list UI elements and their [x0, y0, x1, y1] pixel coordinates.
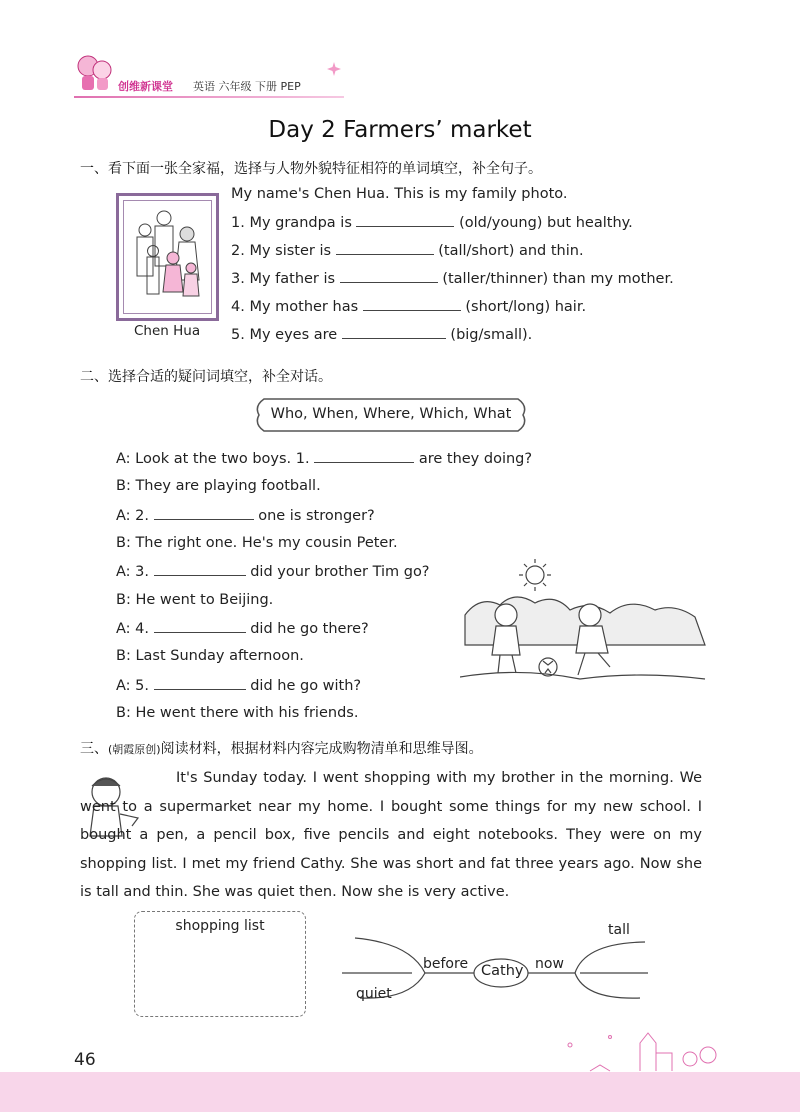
q3-answer-blank[interactable]	[340, 270, 438, 283]
dialog-7-prompt: A: 4.	[116, 621, 149, 637]
q1-answer-blank[interactable]	[356, 214, 454, 227]
q1-options: (old/young) but healthy.	[459, 215, 633, 231]
mindmap-center: Cathy	[481, 963, 524, 979]
q4-answer-blank[interactable]	[363, 298, 461, 311]
page-title: Day 2 Farmers’ market	[268, 117, 532, 143]
section3-number: 三、	[80, 741, 108, 757]
q3-line	[231, 270, 674, 287]
shopping-list-label: shopping list	[175, 918, 265, 934]
q3-options: (taller/thinner) than my mother.	[442, 271, 674, 287]
dialog-9-blank[interactable]	[154, 677, 246, 690]
sparkle-icon	[326, 62, 342, 76]
section3-tag: (朝霞原创)	[108, 743, 161, 756]
q2-options: (tall/short) and thin.	[438, 243, 584, 259]
dialog-5-rest: did your brother Tim go?	[250, 564, 430, 580]
reading-passage	[80, 764, 702, 907]
q4-prompt: 4. My mother has	[231, 299, 359, 315]
dialog-7-rest: did he go there?	[250, 621, 369, 637]
section1-heading: 一、看下面一张全家福，选择与人物外貌特征相符的单词填空，补全句子。	[80, 161, 542, 177]
q2-answer-blank[interactable]	[336, 242, 434, 255]
football-boys-illustration	[460, 555, 710, 690]
header-brand: 创维新课堂	[118, 80, 173, 93]
dialog-3-prompt: A: 2.	[116, 508, 149, 524]
mindmap-before-label: before	[423, 956, 469, 972]
dialog-line-6: B: He went to Beijing.	[116, 592, 274, 608]
dialog-3-blank[interactable]	[154, 507, 254, 520]
dialog-line-1	[116, 450, 532, 467]
dialog-9-prompt: A: 5.	[116, 678, 149, 694]
section3-instruction: 阅读材料，根据材料内容完成购物清单和思维导图。	[160, 741, 483, 757]
dialog-9-rest: did he go with?	[250, 678, 362, 694]
header-divider	[74, 96, 344, 98]
q5-line	[231, 326, 532, 343]
photo-caption: Chen Hua	[134, 323, 201, 339]
mindmap-tall-label: tall	[608, 922, 630, 938]
q3-prompt: 3. My father is	[231, 271, 336, 287]
q1-prompt: 1. My grandpa is	[231, 215, 352, 231]
q5-options: (big/small).	[450, 327, 533, 343]
q2-line	[231, 242, 584, 259]
castle-decoration-icon	[550, 1025, 720, 1075]
q4-options: (short/long) hair.	[465, 299, 587, 315]
q5-prompt: 5. My eyes are	[231, 327, 338, 343]
family-photo	[116, 193, 219, 321]
dialog-line-9	[116, 677, 361, 694]
page-number: 46	[74, 1050, 96, 1070]
dialog-line-7	[116, 620, 369, 637]
dialog-7-blank[interactable]	[154, 620, 246, 633]
q4-line	[231, 298, 586, 315]
word-box: Who, When, Where, Which, What	[270, 406, 512, 422]
dialog-3-rest: one is stronger?	[258, 508, 375, 524]
mindmap-now-label: now	[535, 956, 564, 972]
dialog-5-blank[interactable]	[154, 563, 246, 576]
mindmap-quiet-label: quiet	[356, 986, 392, 1002]
family-people-icon	[119, 196, 216, 318]
dialog-line-10: B: He went there with his friends.	[116, 705, 359, 721]
q1-line	[231, 214, 633, 231]
dialog-1-prompt: A: Look at the two boys. 1.	[116, 451, 310, 467]
header-cartoon-icon	[70, 50, 120, 98]
section1-intro: My name's Chen Hua. This is my family photo.	[231, 186, 568, 202]
footer-band	[0, 1072, 800, 1112]
header-subject: 英语 六年级 下册 PEP	[193, 80, 301, 93]
dialog-line-8: B: Last Sunday afternoon.	[116, 648, 304, 664]
dialog-5-prompt: A: 3.	[116, 564, 149, 580]
dialog-1-blank[interactable]	[314, 450, 414, 463]
dialog-line-3	[116, 507, 375, 524]
q5-answer-blank[interactable]	[342, 326, 446, 339]
q2-prompt: 2. My sister is	[231, 243, 332, 259]
dialog-line-5	[116, 563, 430, 580]
dialog-line-4: B: The right one. He's my cousin Peter.	[116, 535, 398, 551]
section3-heading	[80, 738, 483, 758]
dialog-line-2: B: They are playing football.	[116, 478, 321, 494]
section2-heading: 二、选择合适的疑问词填空，补全对话。	[80, 369, 332, 385]
shopping-list-box[interactable]	[134, 911, 306, 1017]
dialog-1-rest: are they doing?	[418, 451, 533, 467]
passage-text: It's Sunday today. I went shopping with my brother in the morning. We went to a supermarket near my home. I bought some things for my new school. I bought a pen, a pencil box, five pencils and eight notebooks. They were on my shopping list. I met my friend Cathy. She was short and fat three years ago. Now she is tall and thin. She was quiet then. Now she is very active.	[80, 770, 702, 900]
